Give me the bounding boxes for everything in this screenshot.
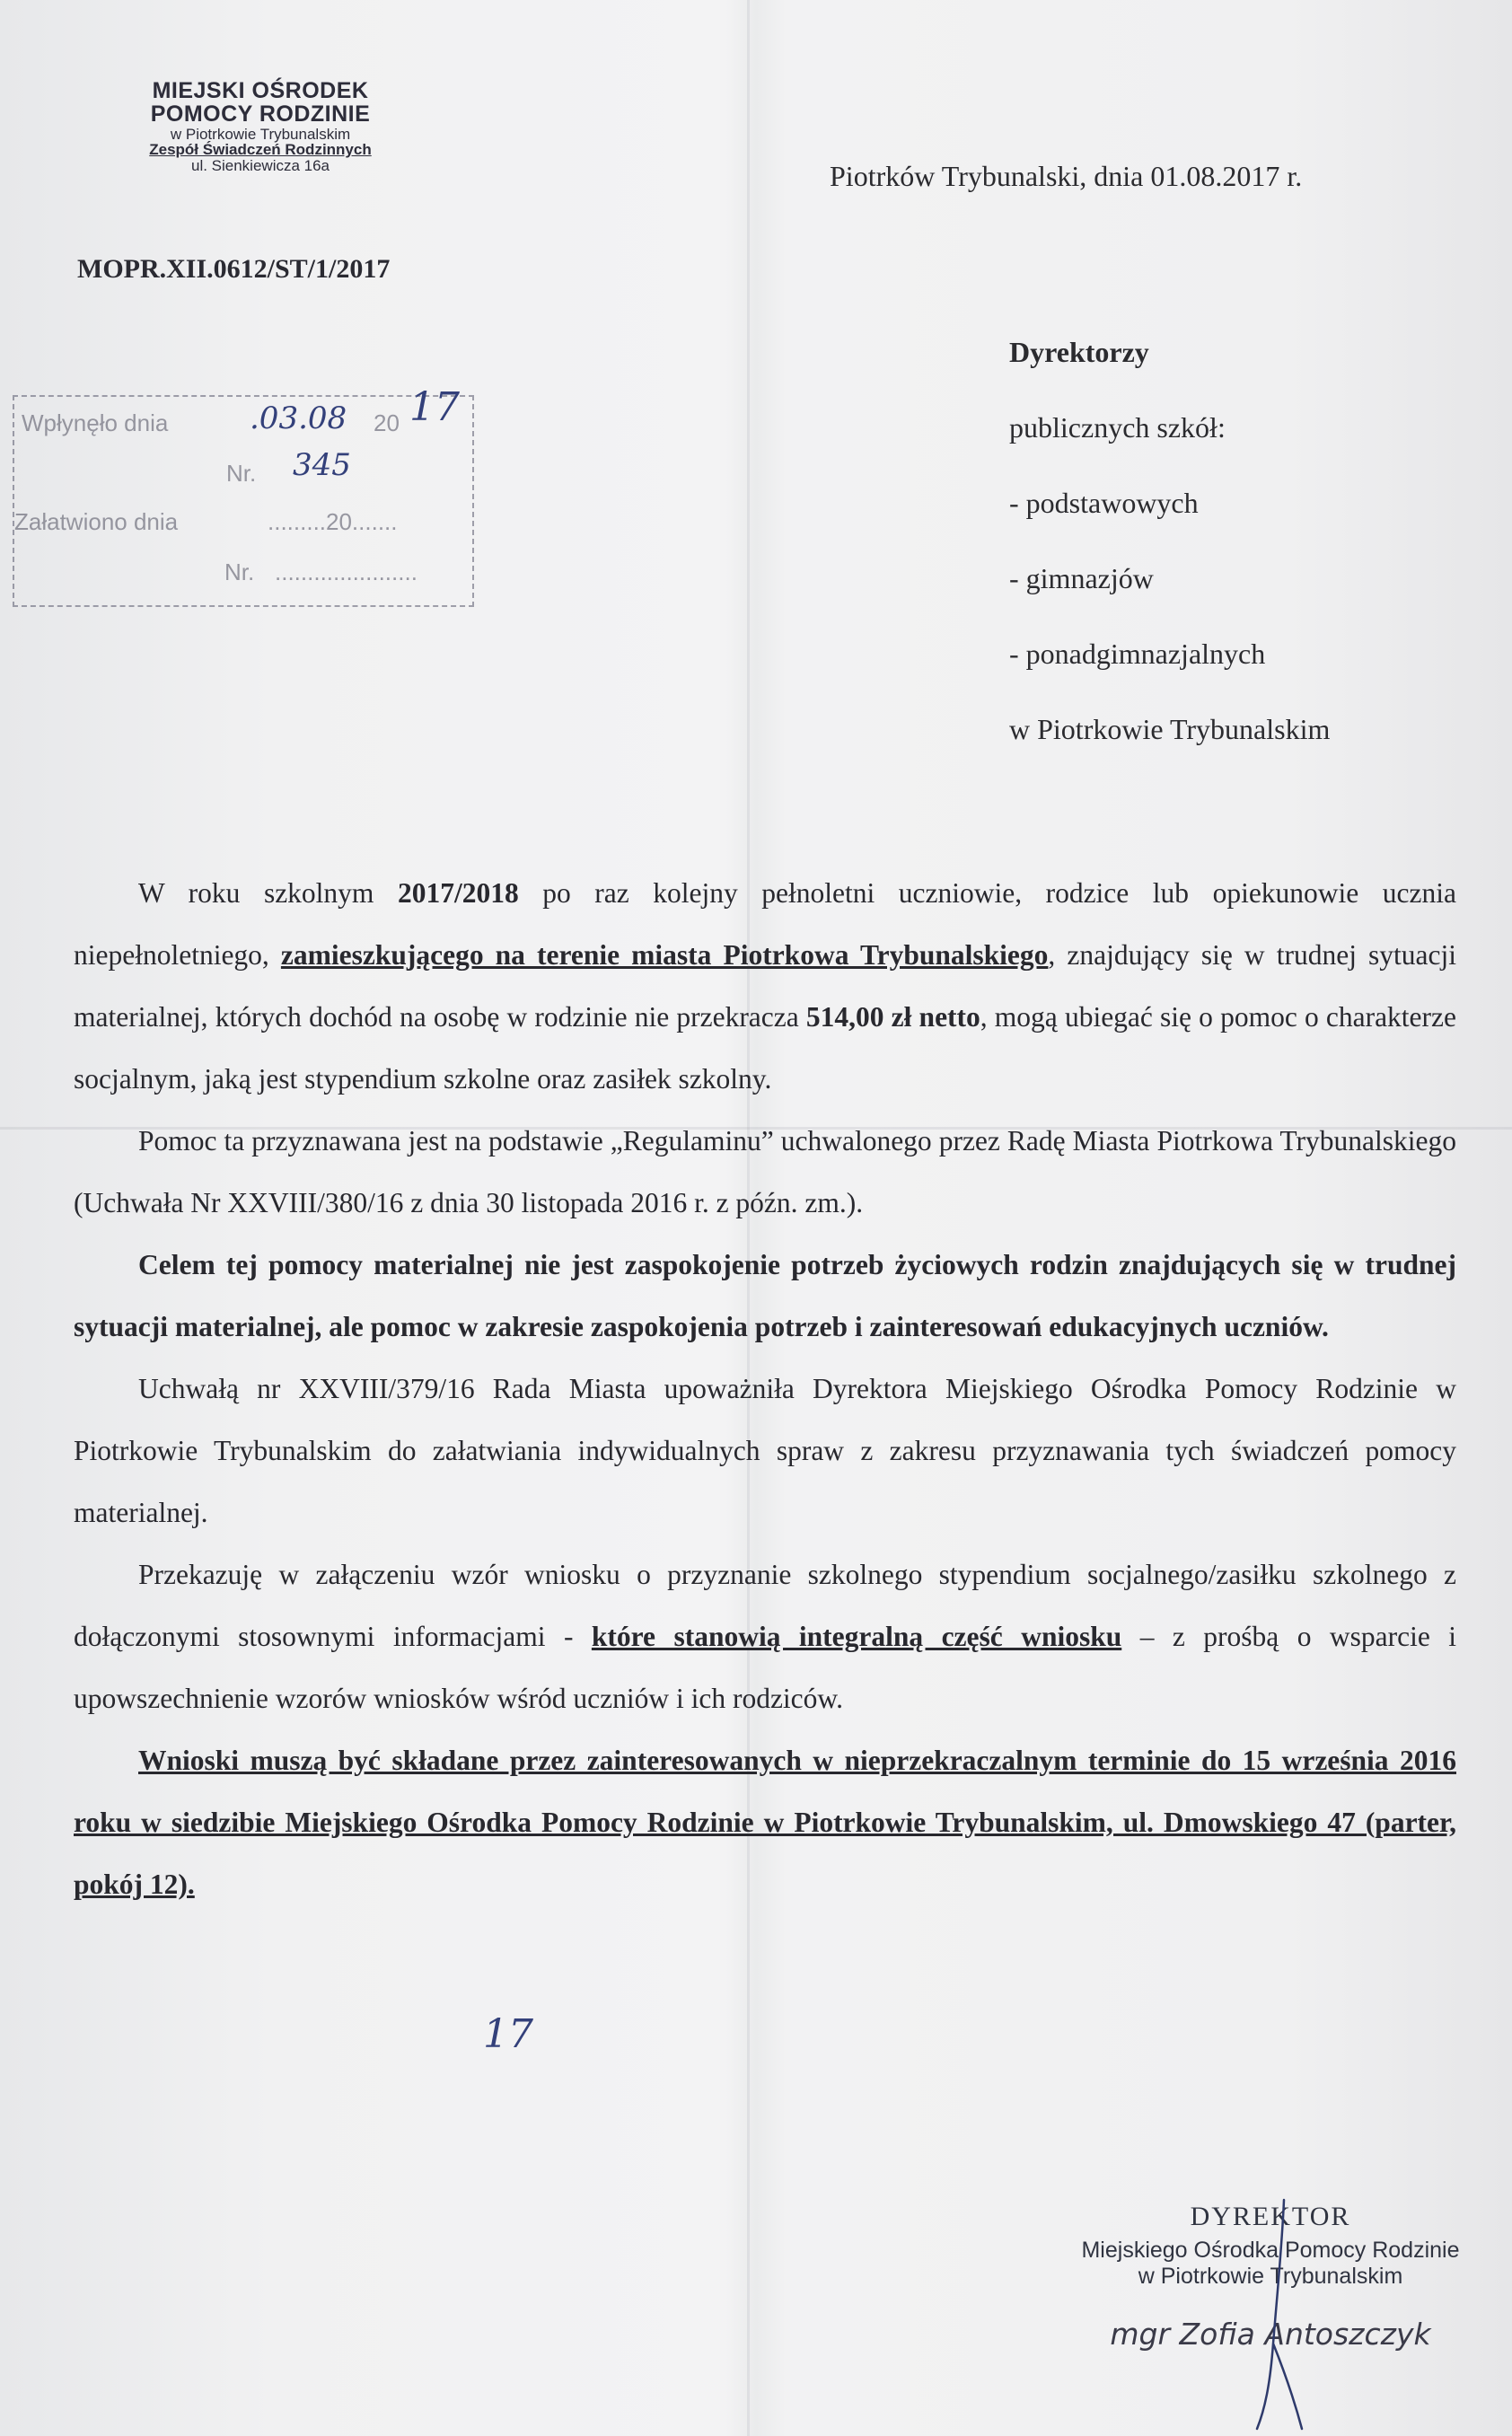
p1-text-c: po raz kolejny pełnoletni uczniowie, rodzice lub opiekunowie ucznia niepełnoletniego, (74, 877, 1456, 971)
signature-line-2: w Piotrkowie Trybunalskim (1138, 2264, 1403, 2289)
sender-line-3: w Piotrkowie Trybunalskim (170, 125, 351, 143)
p1-text-g: , mogą ubiegać się o pomoc o charakterze socjalnym, jaką jest stypendium szkolne oraz zasiłek szkolny. (74, 1001, 1456, 1095)
sender-line-5: ul. Sienkiewicza 16a (190, 157, 330, 175)
recipients-title: Dyrektorzy (1009, 336, 1149, 368)
received-year-hand: 17 (409, 384, 460, 430)
recipients-line-3: - gimnazjów (1009, 562, 1154, 594)
p1-income-limit: 514,00 zł netto (805, 1001, 980, 1033)
paragraph-6: Wnioski muszą być składane przez zainteresowanych w nieprzekraczalnym terminie do 15 września 2016 roku w siedzibie Miejskiego Ośrodka Pomocy Rodzinie w Piotrkowie Trybunalskim, ul. Dmowskiego 47 (parter, pokój 12). (74, 1745, 1456, 1900)
p5-integral-part: które stanowią integralną część wniosku (591, 1621, 1122, 1652)
received-label: Wpłynęło dnia (22, 409, 169, 436)
recipients-block (1009, 314, 1330, 767)
nr2-label: Nr. (224, 558, 255, 585)
sender-stamp (99, 79, 422, 174)
nr2-dots: ...................... (275, 558, 418, 585)
received-year-prefix: 20 (374, 409, 400, 436)
p5-text-c: – z prośbą o wsparcie i upowszechnienie wzorów wniosków wśród uczniów i ich rodziców. (74, 1621, 1457, 1714)
recipients-line-4: - ponadgimnazjalnych (1009, 638, 1266, 670)
nr-label: Nr. (226, 460, 257, 487)
place-date: Piotrków Trybunalski, dnia 01.08.2017 r. (830, 160, 1303, 192)
paragraph-2: Pomoc ta przyznawana jest na podstawie „Regulaminu” uchwalonego przez Radę Miasta Piotrkowa Trybunalskiego (Uchwała Nr XXVIII/380/16 z dnia 30 listopada 2016 r. z późn. zm.). (74, 1125, 1456, 1218)
signature-title: DYREKTOR (1190, 2202, 1351, 2231)
sender-line-4: Zespół Świadczeń Rodzinnych (149, 141, 372, 159)
recipients-line-1: publicznych szkół: (1009, 411, 1226, 444)
paragraph-1 (74, 862, 1456, 1110)
sender-line-1: MIEJSKI OŚRODEK (152, 78, 369, 103)
recipients-line-2: - podstawowych (1009, 487, 1199, 519)
handwritten-year-correction: 17 (483, 2011, 533, 2057)
sender-line-2: POMOCY RODZINIE (150, 101, 371, 128)
p1-text-e: , znajdujący się w trudnej sytuacji materialnej, których dochód na osobę w rodzinie nie przekracza (74, 939, 1456, 1033)
done-dots: .........20....... (268, 508, 398, 535)
p1-text-a: W roku szkolnym (138, 877, 398, 909)
reference-number: MOPR.XII.0612/ST/1/2017 (77, 254, 391, 284)
handwritten-signature (1230, 2191, 1338, 2433)
nr-value: 345 (293, 447, 351, 483)
letter-body (74, 862, 1456, 1915)
paragraph-5 (74, 1543, 1456, 1729)
signature-line-1: Miejskiego Ośrodka Pomocy Rodzinie (1081, 2238, 1460, 2263)
signatory-name: mgr Zofia Antoszczyk (1110, 2317, 1431, 2352)
received-stamp (13, 384, 474, 607)
p1-school-year: 2017/2018 (397, 877, 519, 909)
p1-residence-condition: zamieszkującego na terenie miasta Piotrkowa Trybunalskiego (280, 939, 1049, 971)
done-label: Załatwiono dnia (14, 508, 179, 535)
recipients-line-5: w Piotrkowie Trybunalskim (1009, 713, 1331, 745)
paragraph-3: Celem tej pomocy materialnej nie jest zaspokojenie potrzeb życiowych rodzin znajdujących się w trudnej sytuacji materialnej, ale pomoc w zakresie zaspokojenia potrzeb i zainteresowań edukacyjnych uczniów. (74, 1249, 1456, 1342)
paragraph-4: Uchwałą nr XXVIII/379/16 Rada Miasta upoważniła Dyrektora Miejskiego Ośrodka Pomocy Rodzinie w Piotrkowie Trybunalskim do załatwiania indywidualnych spraw z zakresu przyznawania tych świadczeń pomocy materialnej. (74, 1373, 1456, 1528)
received-date: .03.08 (250, 400, 347, 436)
p5-text-a: Przekazuję w załączeniu wzór wniosku o przyznanie szkolnego stypendium socjalnego/zasiłku szkolnego z dołączonymi stosownymi informacjami - (74, 1559, 1456, 1652)
